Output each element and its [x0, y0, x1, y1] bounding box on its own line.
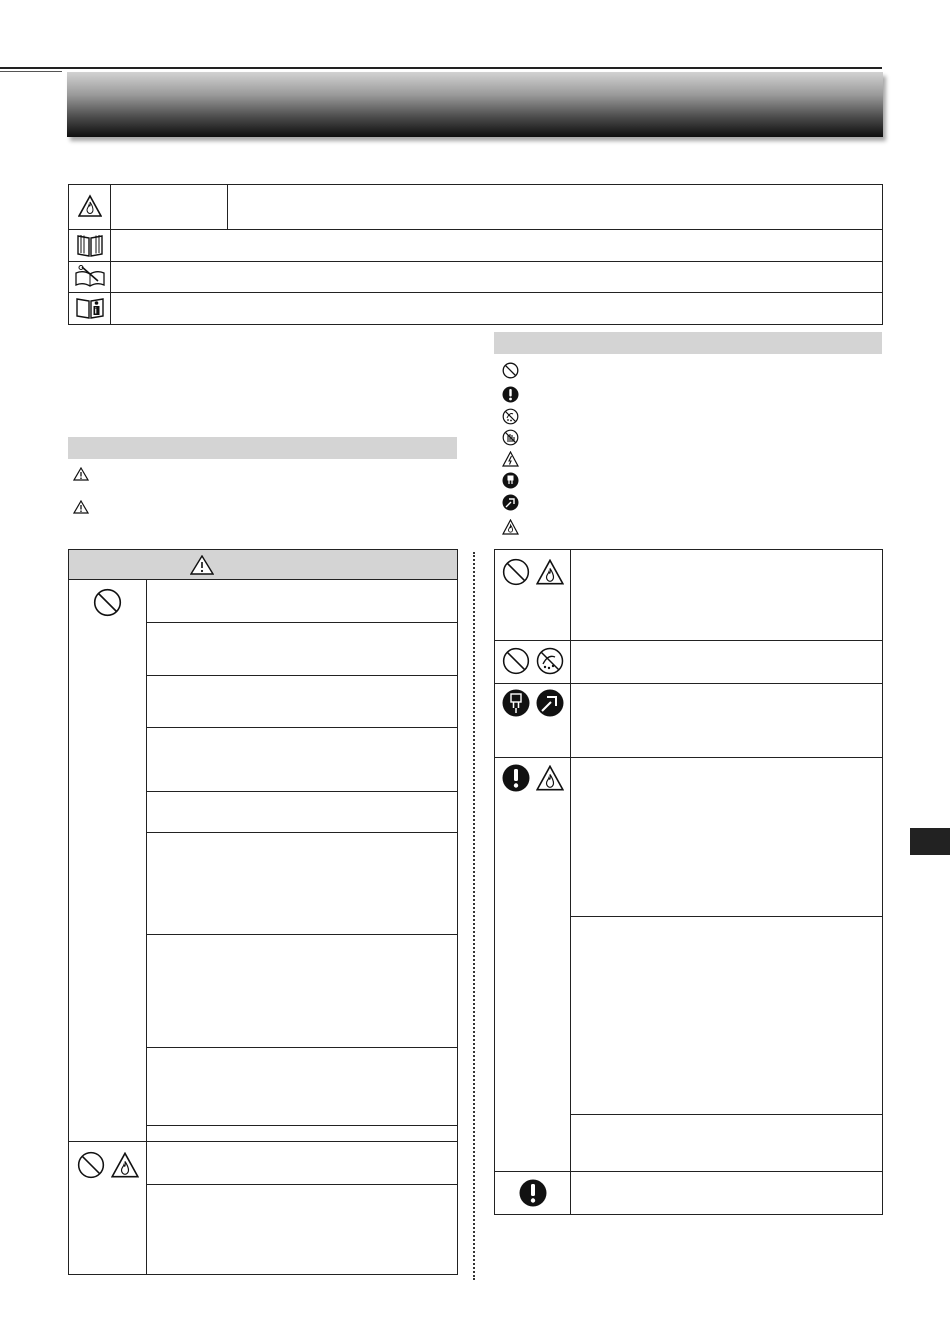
- warning-triangle-icon: [73, 500, 89, 514]
- flammable-warning-icon: [536, 559, 564, 585]
- information-manual-icon: [75, 296, 105, 320]
- page-banner: [67, 72, 883, 137]
- prohibited-icon: [502, 362, 519, 379]
- top-rule: [0, 67, 882, 69]
- column-divider: [473, 552, 475, 1280]
- service-manual-icon: [74, 265, 106, 289]
- warning-table: [68, 549, 458, 1275]
- do-not-touch-wet-hands-icon: [502, 429, 519, 446]
- prohibited-icon: [502, 558, 530, 586]
- flammable-warning-icon: [502, 519, 519, 535]
- svg-text:i: i: [94, 306, 97, 316]
- flammable-warning-icon: [78, 194, 102, 218]
- ground-icon: [536, 689, 564, 717]
- do-not-wet-icon: [502, 408, 519, 425]
- flammable-warning-icon: [111, 1152, 139, 1178]
- flammable-warning-icon: [536, 765, 564, 791]
- ground-icon: [502, 494, 519, 511]
- prohibited-icon: [77, 1151, 105, 1179]
- warning-table-header: [69, 550, 457, 580]
- top-rule-thin: [0, 71, 62, 72]
- mandatory-icon: [502, 386, 519, 403]
- electric-shock-icon: [502, 451, 519, 467]
- mandatory-icon: [502, 764, 530, 792]
- unplug-icon: [502, 472, 519, 489]
- warning-triangle-icon: [73, 467, 89, 481]
- do-not-wet-icon: [536, 647, 564, 675]
- manual-book-icon: [76, 233, 104, 258]
- legend-table: [68, 184, 883, 325]
- warning-section-header: [68, 437, 457, 459]
- prohibited-icon: [93, 588, 122, 617]
- warning-triangle-icon: [190, 555, 214, 575]
- prohibited-icon: [502, 647, 530, 675]
- symbols-section-header: [494, 332, 882, 354]
- section-side-tab: [910, 828, 950, 855]
- mandatory-icon: [519, 1179, 547, 1207]
- unplug-icon: [502, 689, 530, 717]
- caution-table: [494, 549, 883, 1215]
